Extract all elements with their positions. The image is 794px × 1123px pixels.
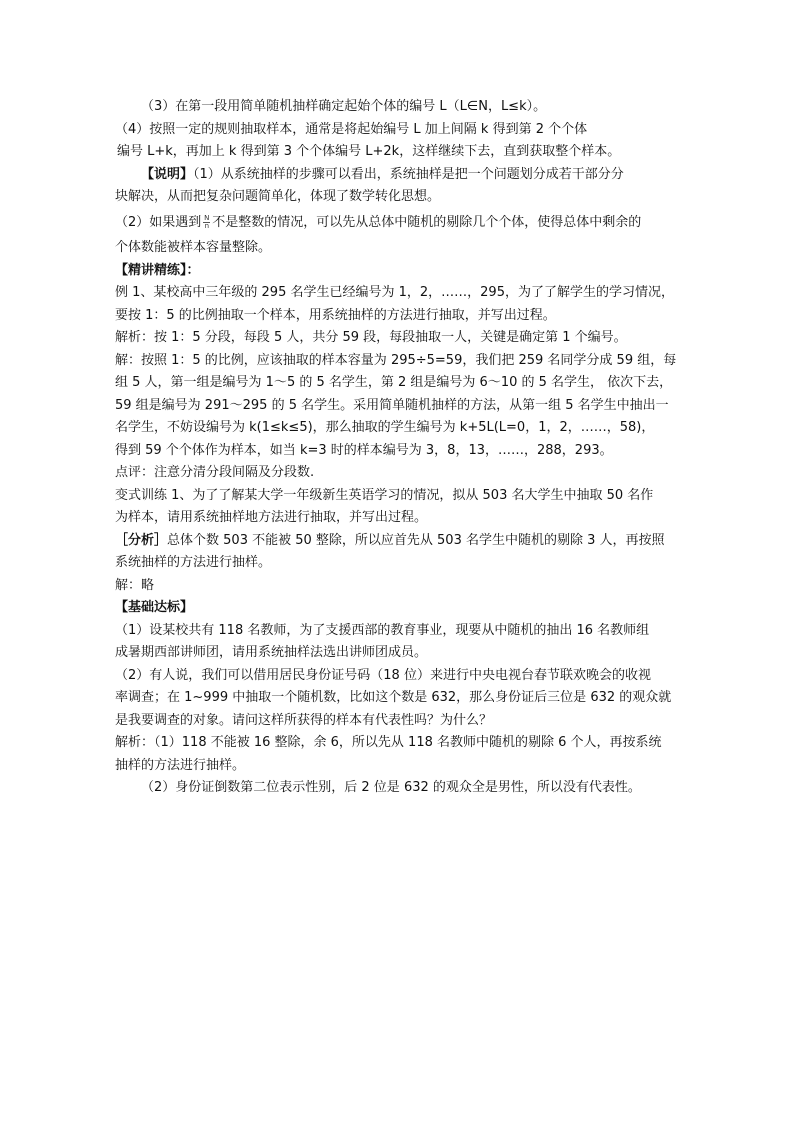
analysis-text: 总体个数 503 不能被 50 整除，所以应首先从 503 名学生中随机的剔除 3 人，再按照 xyxy=(167,532,665,548)
note-text: （1）从系统抽样的步骤可以看出，系统抽样是把一个问题划分成若干部分分 xyxy=(193,166,624,182)
note-2-lead: （2）如果遇到 xyxy=(115,214,202,230)
note-2-line-1 xyxy=(115,212,690,235)
example-1-line-2: 要按 1：5 的比例抽取一个样本，用系统抽样的方法进行抽取，并写出过程。 xyxy=(115,307,556,323)
step-3: （3）在第一段用简单随机抽样确定起始个体的编号 L（L∈N，L≤k）。 xyxy=(141,99,547,114)
example-1-line-1: 例 1、某校高中三年级的 295 名学生已经编号为 1，2，……，295，为了了解学生的学习情况， xyxy=(115,285,674,300)
example-1-solution-2: 组 5 人，第一组是编号为 1～5 的 5 名学生，第 2 组是编号为 6～10 的 5 名学生， 依次下去， xyxy=(115,375,673,390)
variant-1-solution: 解：略 xyxy=(115,577,155,593)
note-line-2: 块解决，从而把复杂问题简单化，体现了数学转化思想。 xyxy=(115,189,441,204)
fraction-denominator: n xyxy=(204,221,209,230)
basic-analysis-1: 解析：（1）118 不能被 16 整除，余 6，所以先从 118 名教师中随机的剔除 6 个人，再按系统 xyxy=(115,735,662,750)
analysis-label: ［分析］ xyxy=(115,532,168,548)
example-1-solution-3: 59 组是编号为 291～295 的 5 名学生。采用简单随机抽样的方法，从第一组 5 名学生中抽出一 xyxy=(115,397,669,413)
note-line-1 xyxy=(115,164,690,187)
note-label: 【说明】 xyxy=(141,166,194,182)
step-4-line-2: 编号 L+k，再加上 k 得到第 3 个个体编号 L+2k，这样继续下去，直到获取整个样本。 xyxy=(117,144,621,159)
example-1-solution-4: 名学生，不妨设编号为 k(1≤k≤5)，那么抽取的学生编号为 k+5L(L=0，1，2，……，58)， xyxy=(115,420,655,435)
variant-1-analysis xyxy=(115,530,690,553)
step-4-line-1: （4）按照一定的规则抽取样本，通常是将起始编号 L 加上间隔 k 得到第 2 个个体 xyxy=(115,121,588,137)
example-1-solution-5: 得到 59 个个体作为样本，如当 k=3 时的样本编号为 3，8，13，……，288，293。 xyxy=(115,442,613,458)
basic-1-line-2: 成暑期西部讲师团，请用系统抽样法选出讲师团成员。 xyxy=(115,645,428,660)
basic-2-line-1: （2）有人说，我们可以借用居民身份证号码（18 位）来进行中央电视台春节联欢晚会的收视 xyxy=(115,667,651,683)
basic-1-line-1: （1）设某校共有 118 名教师，为了支援西部的教育事业，现要从中随机的抽出 16 名教师组 xyxy=(115,622,650,638)
note-2-line-2: 个体数能被样本容量整除。 xyxy=(115,240,272,255)
document-body xyxy=(115,96,690,800)
basic-analysis-3: （2）身份证倒数第二位表示性别，后 2 位是 632 的观众全是男性，所以没有代表性。 xyxy=(141,780,641,795)
section-heading-basics: 【基础达标】 xyxy=(115,600,194,615)
example-1-solution-1: 解：按照 1：5 的比例，应该抽取的样本容量为 295÷5=59，我们把 259 名同学分成 59 组，每 xyxy=(115,352,677,368)
section-heading-practice: 【精讲精练】： xyxy=(115,262,200,278)
variant-1-line-2: 为样本，请用系统抽样地方法进行抽取，并写出过程。 xyxy=(115,510,428,525)
example-1-analysis: 解析：按 1：5 分段，每段 5 人，共分 59 段，每段抽取一人，关键是确定第 1 个编号。 xyxy=(115,330,627,345)
example-1-comment: 点评：注意分清分段间隔及分段数. xyxy=(115,465,315,480)
basic-2-line-3: 是我要调查的对象。请问这样所获得的样本有代表性吗？为什么？ xyxy=(115,712,493,728)
basic-analysis-2: 抽样的方法进行抽样。 xyxy=(115,757,246,773)
variant-1-analysis-2: 系统抽样的方法进行抽样。 xyxy=(115,555,272,570)
fraction-numerator: N xyxy=(204,213,210,222)
note-2-rest: 不是整数的情况，可以先从总体中随机的剔除几个个体，使得总体中剩余的 xyxy=(212,214,642,230)
variant-1-line-1: 变式训练 1、为了了解某大学一年级新生英语学习的情况，拟从 503 名大学生中抽取 50 名作 xyxy=(115,487,654,503)
basic-2-line-2: 率调查；在 1~999 中抽取一个随机数，比如这个数是 632，那么身份证后三位是 632 的观众就 xyxy=(115,690,672,705)
fraction-n-over-n xyxy=(203,215,210,230)
